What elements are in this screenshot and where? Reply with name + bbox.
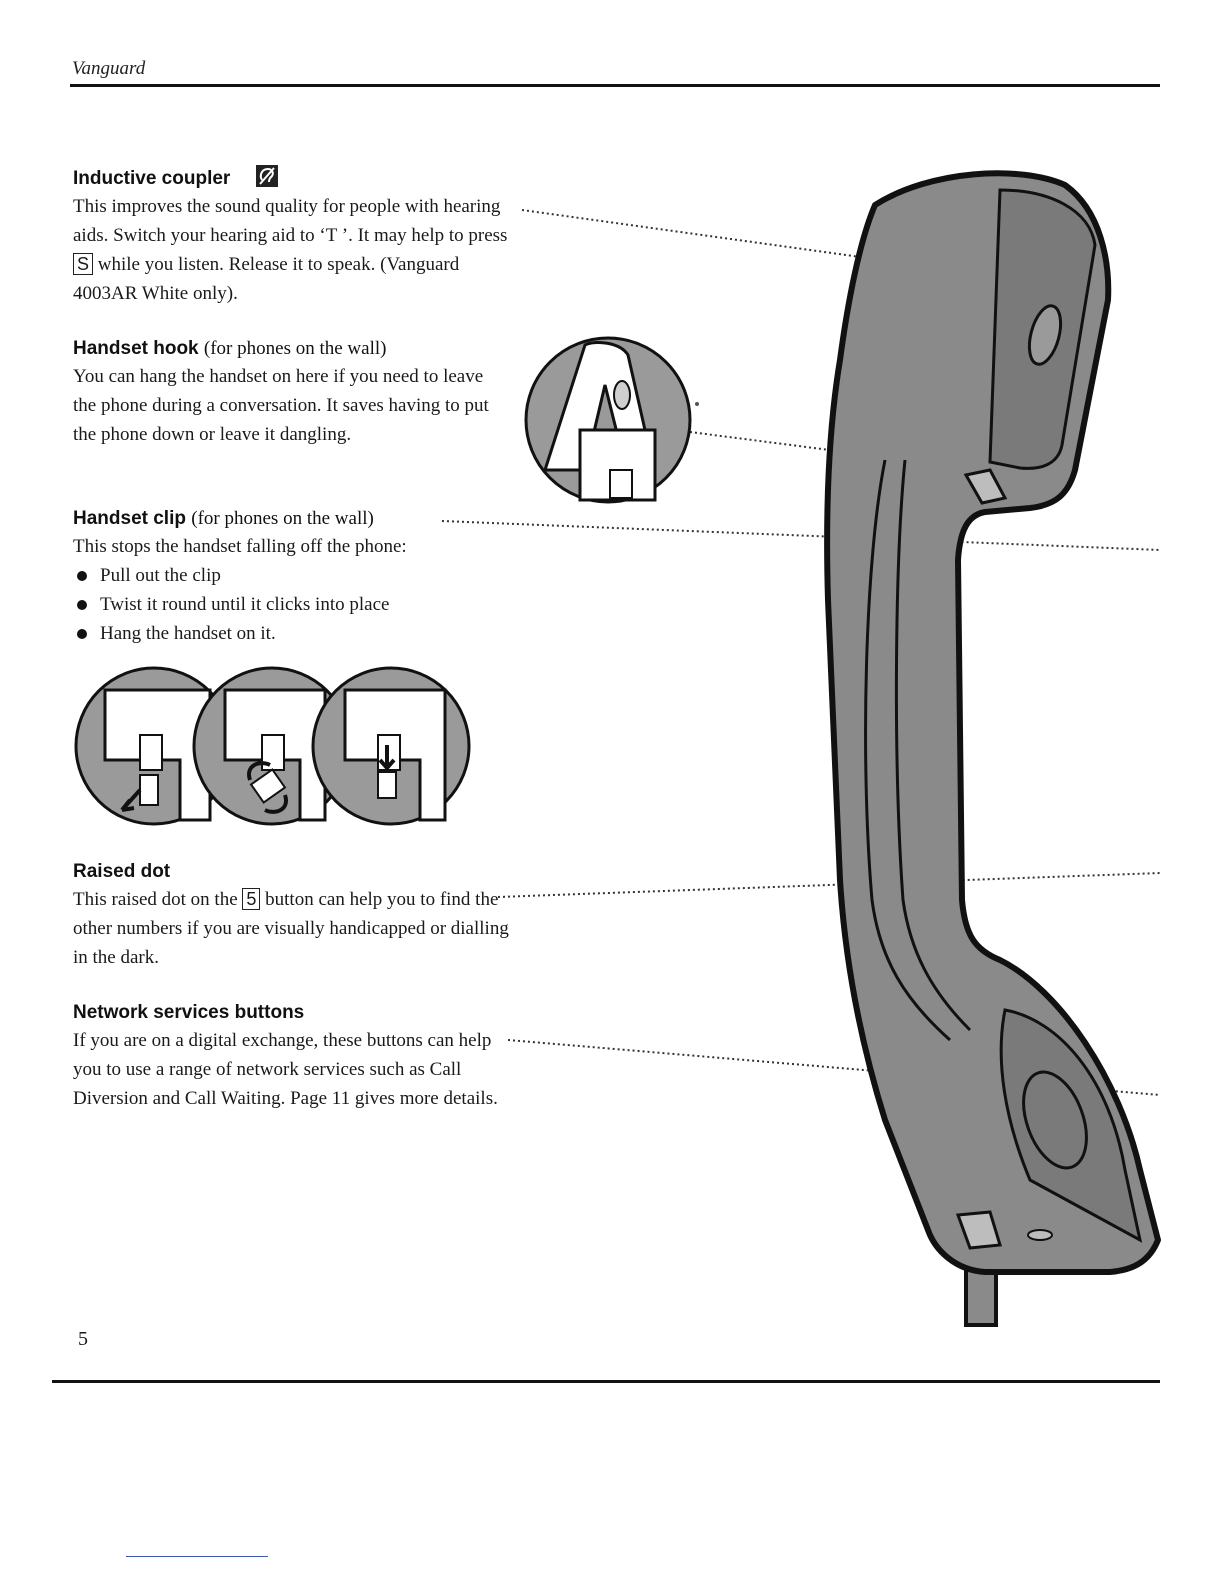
section-network-services (73, 1000, 513, 1113)
hook-detail-illustration (526, 338, 699, 502)
section-heading-note: (for phones on the wall) (203, 338, 387, 359)
list-item: Hang the handset on it. (73, 619, 523, 648)
clip-step-3-illustration (313, 668, 469, 824)
leader-line-raised-dot (498, 873, 1160, 897)
section-heading-text: Inductive coupler (73, 168, 231, 189)
bullet-list (73, 561, 523, 648)
section-inductive-coupler (73, 165, 523, 308)
list-item: Twist it round until it clicks into place (73, 590, 523, 619)
body-text-part-2: button can help you to find the other numbers if you are visually handicapped or dialling in the dark. (73, 889, 509, 968)
section-body (73, 192, 523, 308)
header-rule (70, 84, 1160, 87)
section-body (73, 885, 523, 972)
leader-line-clip (442, 521, 1160, 550)
s-key-symbol: S (73, 253, 93, 275)
five-key-symbol: 5 (242, 888, 260, 910)
section-handset-hook (73, 336, 498, 449)
section-heading (73, 336, 498, 362)
body-text-part-1: This improves the sound quality for people with hearing aids. Switch your hearing aid to ‘T ’. It may help to press (73, 196, 508, 246)
section-heading-text: Handset clip (73, 508, 186, 529)
handset-screw-hole (1028, 1230, 1052, 1240)
body-text-part-1: This raised dot on the (73, 889, 238, 910)
hearing-loop-icon (256, 165, 278, 187)
footer-rule (52, 1380, 1160, 1383)
section-heading-text: Handset hook (73, 338, 199, 359)
section-heading: Network services buttons (73, 1002, 305, 1023)
list-item: Pull out the clip (73, 561, 523, 590)
running-head: Vanguard (72, 58, 146, 79)
section-heading: Raised dot (73, 861, 171, 882)
section-handset-clip (73, 506, 523, 648)
section-heading (73, 506, 523, 532)
scan-mark (126, 1556, 268, 1557)
section-raised-dot (73, 859, 523, 972)
body-text-part-2: while you listen. Release it to speak. (Vanguard 4003AR White only). (73, 254, 460, 304)
section-heading-note: (for phones on the wall) (191, 508, 374, 529)
section-heading (73, 165, 523, 192)
section-body: This stops the handset falling off the phone: (73, 536, 407, 557)
handset-illustration (827, 173, 1158, 1325)
page-number: 5 (78, 1328, 88, 1350)
section-body: If you are on a digital exchange, these buttons can help you to use a range of network services such as Call Diversion and Call Waiting. Page 11 gives more details. (73, 1030, 498, 1109)
section-body: You can hang the handset on here if you need to leave the phone during a conversation. It saves having to put the phone down or leave it dangling. (73, 366, 489, 445)
